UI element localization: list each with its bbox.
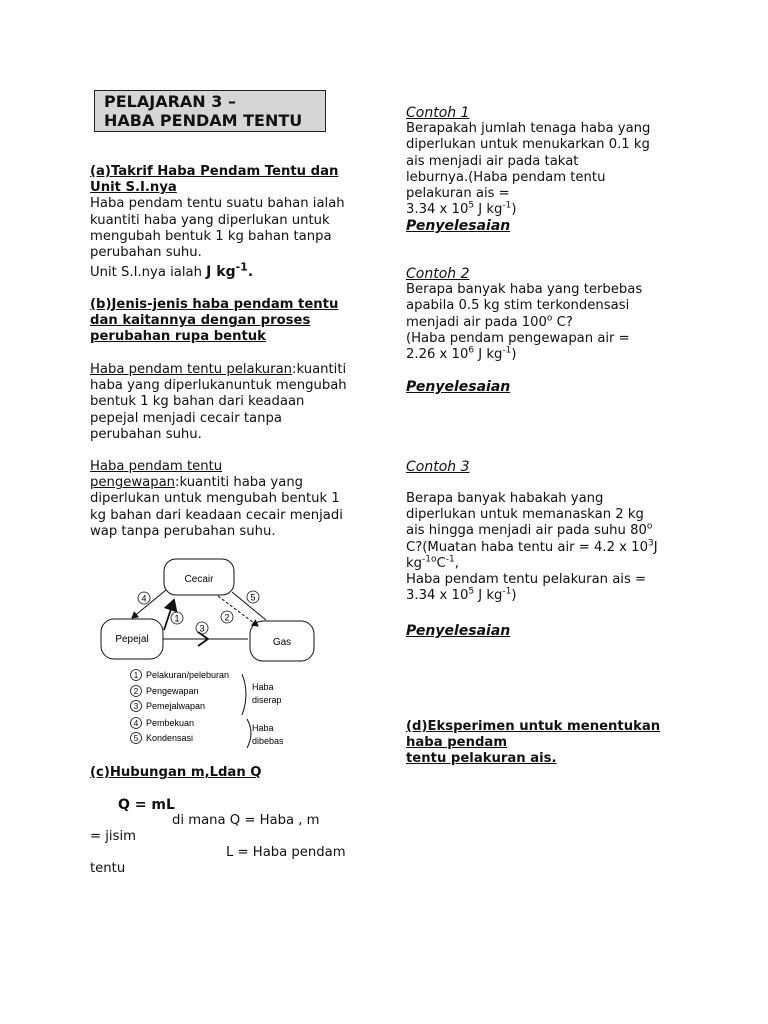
marker-5-label: 5 [250, 592, 256, 603]
section-d-line-1: (d)Eksperimen untuk menentukan [406, 719, 661, 734]
example-3-value-b: J kg [474, 588, 503, 604]
example-3-line-4-a: C?(Muatan haba tentu air = 4.2 x 10 [406, 539, 648, 555]
example-2-line-3-sup: o [546, 313, 553, 324]
legend-num-3: 3 [133, 702, 139, 711]
example-2 [406, 266, 706, 363]
example-3-line-5-a: kg [406, 555, 423, 571]
section-a-body-line-3: mengubah bentuk 1 kg bahan tanpa [90, 228, 332, 244]
vapour-def-first: :kuantiti haba yang [175, 475, 304, 491]
example-3-line-5-sup2: -1 [445, 554, 455, 565]
where-line-1: di mana Q = Haba , m [172, 813, 320, 828]
si-unit-value: J kg [206, 264, 236, 281]
fusion-line-4: pepejal menjadi cecair tanpa [90, 410, 282, 426]
where-line-2: = jisim [90, 829, 136, 844]
example-2-line-2: apabila 0.5 kg stim terkondensasi [406, 298, 630, 314]
legend-brace-2 [247, 719, 251, 748]
where-line-4: tentu [90, 861, 126, 876]
example-3-line-5 [406, 556, 706, 572]
marker-1-label: 1 [174, 613, 180, 624]
example-1-line-2: diperlukan untuk menukarkan 0.1 kg [406, 137, 650, 153]
example-2-line-4: (Haba pendam pengewapan air = [406, 330, 630, 346]
section-b-heading [90, 297, 380, 346]
example-1-line-4: leburnya.(Haba pendam tentu [406, 169, 606, 185]
section-c-heading-text: (c)Hubungan m,Ldan Q [90, 765, 262, 780]
example-3-value-exp: 5 [468, 586, 475, 597]
example-1-line-1: Berapakah jumlah tenaga haba yang [406, 121, 651, 137]
example-3-line-3 [406, 523, 706, 539]
example-3-solution-label: Penyelesaian [406, 623, 511, 639]
fusion-term: Haba pendam tentu pelakuran [90, 362, 293, 377]
example-2-line-1: Berapa banyak haba yang terbebas [406, 282, 643, 298]
si-unit-line [90, 260, 370, 281]
example-3-value-a: 3.34 x 10 [406, 588, 469, 604]
vapour-line-2 [90, 475, 380, 491]
example-3-line-1: Berapa banyak habakah yang [406, 491, 604, 506]
example-2-value-exp2: -1 [502, 345, 512, 356]
example-1-line-5: pelakuran ais = [406, 186, 510, 202]
example-3-body [406, 491, 706, 604]
vapour-term-line-2: pengewapan [90, 475, 176, 491]
section-b-heading-line-3: perubahan rupa bentuk [90, 329, 266, 345]
legend-group-2-line-1: Haba [252, 723, 274, 733]
legend-group-2-line-2: dibebas [252, 736, 284, 746]
example-1 [406, 105, 706, 235]
fusion-line-1 [90, 362, 380, 378]
vapour-line-3: diperlukan untuk mengubah bentuk 1 [90, 491, 340, 507]
legend-item-3: Pemejalwapan [146, 701, 206, 711]
gas-label: Gas [272, 637, 292, 648]
example-1-label: Contoh 1 [406, 105, 470, 121]
marker-2-label: 2 [224, 612, 230, 623]
example-3-line-3-a: ais hingga menjadi air pada suhu 80 [406, 523, 647, 539]
marker-4-label: 4 [141, 593, 147, 604]
vapour-line-5: wap tanpa perubahan suhu. [90, 523, 276, 539]
example-1-value-exp2: -1 [502, 200, 512, 211]
example-1-value [406, 202, 706, 218]
example-2-value-exp: 6 [468, 345, 475, 356]
legend-item-4: Pembekuan [146, 718, 195, 728]
example-3-line-2: diperlukan untuk memanaskan 2 kg [406, 507, 644, 523]
title-line-2: HABA PENDAM TENTU [104, 111, 303, 130]
si-unit-exponent: -1 [235, 260, 248, 274]
legend-num-1: 1 [133, 671, 139, 680]
si-unit-suffix: . [247, 264, 254, 281]
solid-label: Pepejal [115, 634, 149, 645]
example-3-label: Contoh 3 [406, 459, 470, 475]
title-line-1: PELAJARAN 3 – [104, 92, 236, 111]
example-1-line-3: ais menjadi air pada takat [406, 153, 579, 169]
example-2-line-3 [406, 315, 706, 331]
fusion-line-3: bentuk 1 kg bahan dari keadaan [90, 394, 305, 410]
example-3-value-c: ) [511, 588, 517, 604]
legend-group-1-line-2: diserap [252, 695, 282, 705]
melting-arrow [164, 600, 174, 630]
example-1-solution-label: Penyelesaian [406, 218, 511, 235]
example-2-value [406, 347, 706, 363]
vapour-definition [90, 459, 380, 540]
legend-item-1: Pelakuran/peleburan [146, 670, 230, 680]
example-2-solution-label: Penyelesaian [406, 379, 511, 395]
example-1-value-a: 3.34 x 10 [406, 202, 469, 218]
legend-item-5: Kondensasi [146, 733, 194, 743]
example-3-line-4-b: J [653, 539, 658, 555]
fusion-line-2: haba yang diperlukanuntuk mengubah [90, 378, 347, 394]
section-d-heading [406, 719, 706, 768]
section-a-body-line-1: Haba pendam tentu suatu bahan ialah [90, 196, 345, 212]
section-a [90, 164, 370, 281]
section-a-body-line-4: perubahan suhu. [90, 245, 202, 261]
legend-num-4: 4 [133, 719, 139, 728]
si-unit-prefix: Unit S.I.nya ialah [90, 265, 207, 281]
fusion-def-first: :kuantiti [292, 362, 347, 377]
marker-3-label: 3 [199, 623, 205, 634]
section-a-heading-line-2: Unit S.I.nya [90, 180, 177, 196]
page-title [94, 90, 326, 132]
section-d-line-2: haba pendam [406, 735, 508, 751]
example-3-line-4-sup: 3 [647, 538, 654, 549]
vapour-line-4: kg bahan dari keadaan cecair menjadi [90, 507, 343, 523]
example-3-line-5-c: , [454, 555, 459, 571]
section-c-heading [90, 765, 262, 781]
example-2-line-3-b: C? [552, 314, 573, 330]
where-line-3: L = Haba pendam [226, 845, 346, 860]
example-2-label: Contoh 2 [406, 266, 470, 282]
example-3-line-4 [406, 540, 706, 556]
legend-group-1-line-1: Haba [252, 682, 274, 692]
formula: Q = mL [118, 797, 175, 813]
section-d-line-3: tentu pelakuran ais. [406, 751, 557, 767]
diagram-legend [131, 670, 230, 744]
example-3-line-6: Haba pendam tentu pelakuran ais = [406, 572, 647, 588]
example-2-line-3-a: menjadi air pada 100 [406, 314, 547, 330]
section-b-heading-line-2: dan kaitannya dengan proses [90, 313, 311, 329]
example-3-line-3-sup: o [646, 522, 653, 533]
example-2-value-a: 2.26 x 10 [406, 347, 469, 363]
state-change-diagram [90, 556, 325, 754]
legend-item-2: Pengewapan [146, 686, 199, 696]
legend-brace-1 [242, 674, 246, 715]
example-1-value-c: ) [511, 202, 517, 218]
legend-num-5: 5 [133, 734, 139, 743]
vapour-term-line-1: Haba pendam tentu [90, 459, 223, 474]
fusion-line-5: perubahan suhu. [90, 426, 202, 442]
example-2-value-b: J kg [474, 347, 503, 363]
condensation-arrow [232, 592, 266, 620]
liquid-label: Cecair [184, 574, 214, 585]
legend-num-2: 2 [133, 687, 139, 696]
example-1-value-b: J kg [474, 202, 503, 218]
section-a-heading-line-1: (a)Takrif Haba Pendam Tentu dan [90, 164, 339, 179]
example-3-value-exp2: -1 [502, 586, 512, 597]
example-3-line-5-sup: -1o [422, 554, 437, 565]
section-a-body-line-2: kuantiti haba yang diperlukan untuk [90, 212, 330, 228]
section-b-heading-line-1: (b)Jenis-jenis haba pendam tentu [90, 297, 339, 312]
fusion-definition [90, 362, 380, 443]
example-3-value [406, 588, 706, 604]
example-2-value-c: ) [511, 347, 517, 363]
example-3-line-5-b: C [436, 555, 446, 571]
example-1-value-exp: 5 [468, 200, 475, 211]
